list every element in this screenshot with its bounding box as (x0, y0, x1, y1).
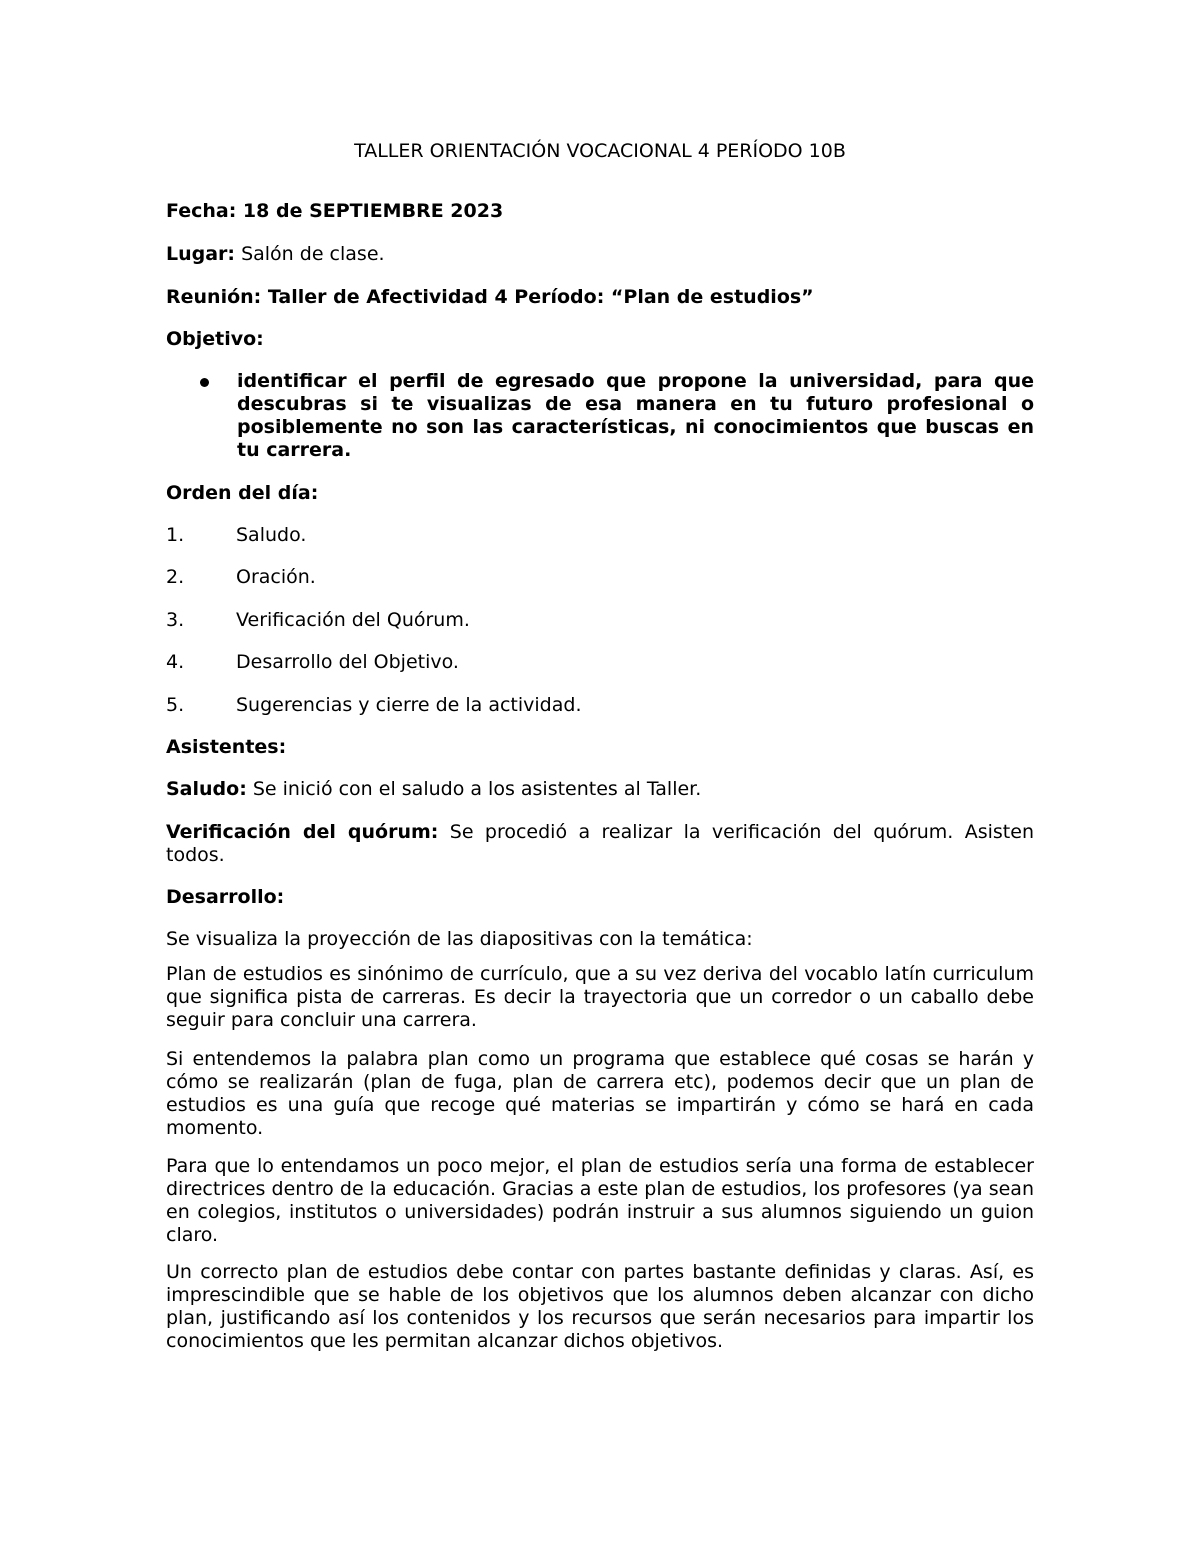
orden-item-number: 4. (166, 651, 185, 673)
lugar-label: Lugar: (166, 243, 236, 265)
desarrollo-paragraph: Un correcto plan de estudios debe contar con partes bastante definidas y claras. Así, es imprescindible que se hable de los objetivos que los alumnos deben alcanzar con dicho plan, justificando así los contenidos y los recursos que serán necesarios para impartir los conocimientos que les permitan alcanzar dichos objetivos. (166, 1261, 1034, 1352)
lugar-line (166, 243, 1034, 266)
orden-item-number: 1. (166, 524, 185, 546)
orden-item-number: 2. (166, 566, 185, 588)
fecha-line (166, 200, 1034, 223)
orden-item-text: Verificación del Quórum. (236, 609, 470, 631)
objetivo-label: Objetivo: (166, 328, 264, 350)
lugar-value: Salón de clase. (235, 243, 385, 265)
orden-item-text: Desarrollo del Objetivo. (236, 651, 459, 673)
desarrollo-label: Desarrollo: (166, 886, 285, 908)
orden-label: Orden del día: (166, 482, 319, 504)
asistentes-label: Asistentes: (166, 736, 287, 758)
desarrollo-paragraph: Para que lo entendamos un poco mejor, el plan de estudios sería una forma de establecer directrices dentro de la educación. Gracias a este plan de estudios, los profesores (ya sean en colegios, institutos o universidades) podrán instruir a sus alumnos siguiendo un guion claro. (166, 1155, 1034, 1246)
reunion-line (166, 286, 1034, 309)
saludo-label: Saludo: (166, 778, 247, 800)
fecha-value: 18 de SEPTIEMBRE 2023 (236, 200, 504, 222)
orden-item-text: Saludo. (236, 524, 307, 546)
saludo-line (166, 778, 1034, 801)
verificacion-value: Se procedió a realizar la verificación del quórum. Asisten todos. (166, 821, 1034, 866)
orden-item-text: Oración. (236, 566, 316, 588)
bullet-icon (200, 378, 209, 387)
reunion-label: Reunión: (166, 286, 262, 308)
desarrollo-paragraph: Plan de estudios es sinónimo de currículo, que a su vez deriva del vocablo latín curriculum que significa pista de carreras. Es decir la trayectoria que un corredor o un caballo debe seguir para concluir una carrera. (166, 963, 1034, 1031)
desarrollo-intro: Se visualiza la proyección de las diapositivas con la temática: (166, 928, 753, 950)
saludo-value: Se inició con el saludo a los asistentes al Taller. (246, 778, 702, 800)
desarrollo-paragraph: Si entendemos la palabra plan como un programa que establece qué cosas se harán y cómo se realizarán (plan de fuga, plan de carrera etc), podemos decir que un plan de estudios es una guía que recoge qué materias se impartirán y cómo se hará en cada momento. (166, 1048, 1034, 1139)
fecha-label: Fecha: (166, 200, 237, 222)
orden-item-number: 3. (166, 609, 185, 631)
orden-item-number: 5. (166, 694, 185, 716)
document-title: TALLER ORIENTACIÓN VOCACIONAL 4 PERÍODO 10B (354, 140, 846, 162)
orden-item-text: Sugerencias y cierre de la actividad. (236, 694, 582, 716)
verificacion-paragraph (166, 821, 1034, 867)
objetivo-bullet-text: identificar el perfil de egresado que propone la universidad, para que descubras si te visualizas de esa manera en tu futuro profesional o posiblemente no son las características, ni conocimientos que buscas en tu carrera. (237, 370, 1034, 461)
reunion-value: Taller de Afectividad 4 Período: “Plan de estudios” (261, 286, 814, 308)
verificacion-label: Verificación del quórum: (166, 821, 439, 843)
